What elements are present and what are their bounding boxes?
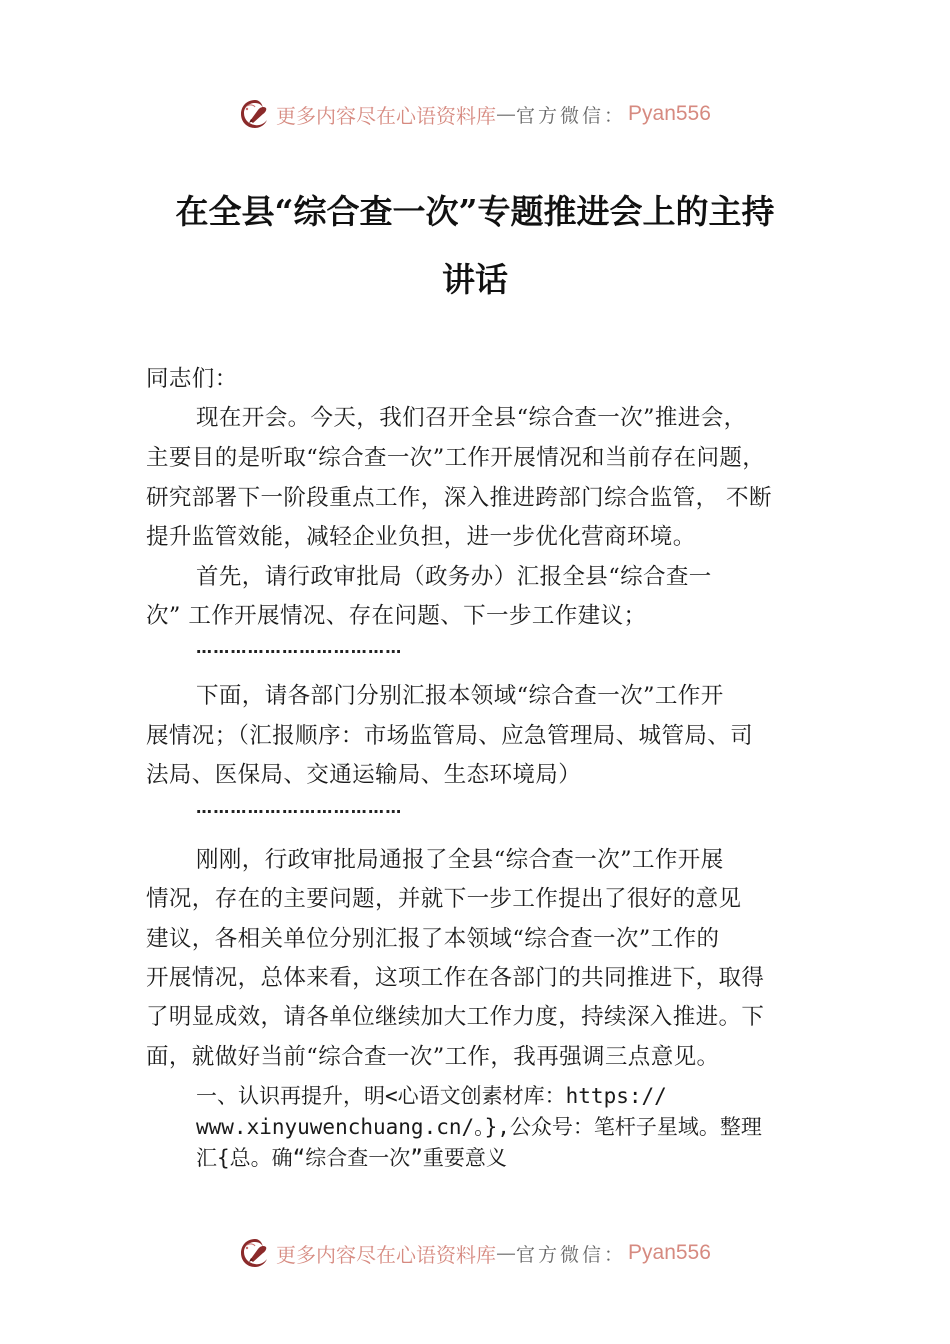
ellipsis-separator: ……………………………… [196, 798, 403, 817]
salutation: 同志们： [146, 366, 238, 392]
footer-banner [238, 1233, 711, 1273]
paragraph-line: 建议，各相关单位分别汇报了本领域“综合查一次”工作的 [146, 926, 720, 952]
quill-pen-logo-icon [238, 1236, 272, 1270]
paragraph-line: 法局、医保局、交通运输局、生态环境局） [146, 762, 582, 788]
brand-text: 更多内容尽在心语资料库 [276, 1242, 496, 1267]
banner-dash: — [496, 102, 516, 126]
paragraph-line: 研究部署下一阶段重点工作，深入推进跨部门综合监管， 不断 [146, 485, 772, 511]
official-wechat-label: 官方微信： [516, 104, 627, 127]
wechat-id: Pyan556 [628, 102, 711, 125]
official-wechat-label: 官方微信： [516, 1243, 627, 1266]
paragraph-line: 刚刚，行政审批局通报了全县“综合查一次”工作开展 [196, 847, 724, 873]
paragraph-line: 面，就做好当前“综合查一次”工作，我再强调三点意见。 [146, 1044, 720, 1070]
section-heading-line: www.xinyuwenchuang.cn/。},公众号：笔杆子星域。整理 [196, 1115, 762, 1139]
paragraph-line: 现在开会。今天，我们召开全县“综合查一次”推进会， [196, 405, 747, 431]
document-title-line-1: 在全县“综合查一次”专题推进会上的主持 [175, 192, 775, 231]
wechat-id: Pyan556 [628, 1241, 711, 1264]
header-banner [238, 94, 711, 134]
brand-text: 更多内容尽在心语资料库 [276, 103, 496, 128]
ellipsis-separator: ……………………………… [196, 638, 403, 657]
paragraph-line: 情况，存在的主要问题，并就下一步工作提出了很好的意见 [146, 886, 742, 912]
section-heading-line: 汇{总。确“综合查一次”重要意义 [196, 1146, 507, 1170]
paragraph-line: 下面，请各部门分别汇报本领域“综合查一次”工作开 [196, 683, 724, 709]
quill-pen-logo-icon [238, 97, 272, 131]
paragraph-line: 主要目的是听取“综合查一次”工作开展情况和当前存在问题， [146, 445, 766, 471]
document-title-line-2: 讲话 [442, 260, 508, 299]
paragraph-line: 展情况；（汇报顺序：市场监管局、应急管理局、城管局、司 [146, 723, 754, 749]
section-heading-line: 一、认识再提升，明<心语文创素材库：https:// [196, 1084, 667, 1108]
paragraph-line: 提升监管效能，减轻企业负担，进一步优化营商环境。 [146, 524, 696, 550]
paragraph-line: 次” 工作开展情况、存在问题、下一步工作建议； [146, 603, 647, 629]
paragraph-line: 首先，请行政审批局（政务办）汇报全县“综合查一 [196, 564, 712, 590]
paragraph-line: 开展情况，总体来看，这项工作在各部门的共同推进下，取得 [146, 965, 765, 991]
paragraph-line: 了明显成效，请各单位继续加大工作力度，持续深入推进。下 [146, 1004, 765, 1030]
banner-dash: — [496, 1241, 516, 1265]
